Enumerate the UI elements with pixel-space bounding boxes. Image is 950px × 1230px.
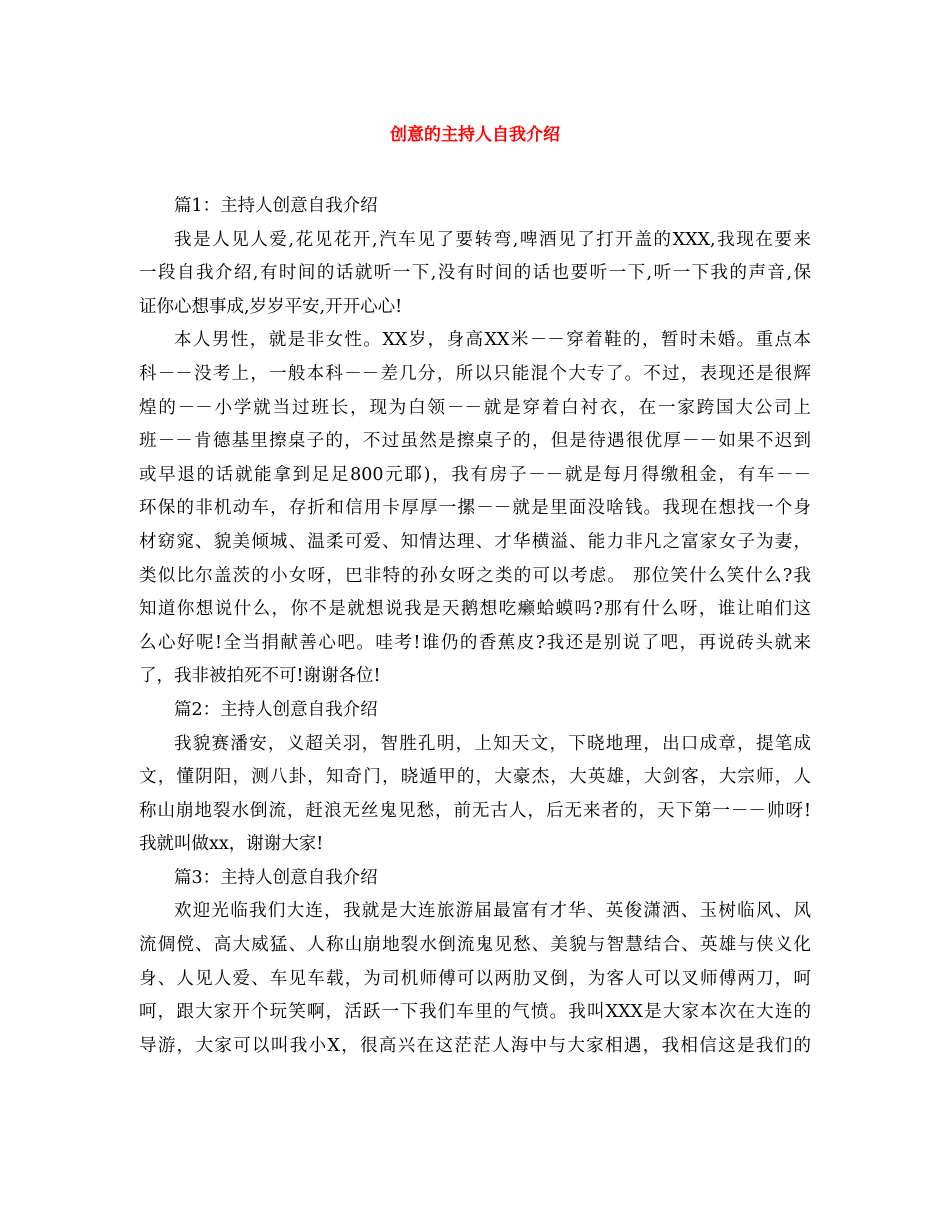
text-line: 我貌赛潘安，义超关羽，智胜孔明，上知天文，下晓地理，出口成章，提笔成 <box>174 733 811 754</box>
text-line: 知道你想说什么，你不是就想说我是天鹅想吃癞蛤蟆吗?那有什么呀，谁让咱们这 <box>139 599 811 620</box>
text-line: 篇2：主持人创意自我介绍 <box>174 699 378 720</box>
text-line: 身、人见人爱、车见车载，为司机师傅可以两肋叉倒，为客人可以叉师傅两刀，呵 <box>139 968 811 989</box>
text-line: 流倜傥、高大威猛、人称山崩地裂水倒流鬼见愁、美貌与智慧结合、英雄与侠义化 <box>139 935 811 956</box>
text-line: 文，懂阴阳，测八卦，知奇门，晓遁甲的，大豪杰，大英雄，大剑客，大宗师，人 <box>139 767 811 788</box>
text-line: 证你心想事成,岁岁平安,开开心心! <box>139 296 403 317</box>
text-line: 么心好呢!全当捐献善心吧。哇考!谁仍的香蕉皮?我还是别说了吧，再说砖头就来 <box>139 632 811 653</box>
text-line: 我就叫做xx，谢谢大家! <box>139 834 324 855</box>
text-line: 欢迎光临我们大连，我就是大连旅游届最富有才华、英俊潇洒、玉树临风、风 <box>174 901 811 922</box>
text-line: 科－－没考上，一般本科－－差几分，所以只能混个大专了。不过，表现还是很辉 <box>139 363 811 384</box>
text-line: 呵，跟大家开个玩笑啊，活跃一下我们车里的气愤。我叫XXX是大家本次在大连的 <box>139 1002 811 1023</box>
text-line: 我是人见人爱,花见花开,汽车见了要转弯,啤酒见了打开盖的XXX,我现在要来 <box>174 229 811 250</box>
text-line: 环保的非机动车，存折和信用卡厚厚一摞－－就是里面没啥钱。我现在想找一个身 <box>139 498 811 519</box>
text-line: 篇3：主持人创意自我介绍 <box>174 867 378 888</box>
text-line: 了，我非被拍死不可!谢谢各位! <box>139 666 381 687</box>
text-line: 篇1：主持人创意自我介绍 <box>174 196 378 216</box>
document-body <box>139 190 811 1063</box>
text-line: 或早退的话就能拿到足足800元耶)，我有房子－－就是每月得缴租金，有车－－ <box>139 464 811 485</box>
document-title: 创意的主持人自我介绍 <box>390 125 560 145</box>
text-line: 本人男性，就是非女性。XX岁，身高XX米－－穿着鞋的，暂时未婚。重点本 <box>174 330 811 351</box>
text-line: 煌的－－小学就当过班长，现为白领－－就是穿着白衬衣，在一家跨国大公司上 <box>139 397 811 418</box>
text-line: 班－－肯德基里擦桌子的，不过虽然是擦桌子的，但是待遇很优厚－－如果不迟到 <box>139 431 811 452</box>
text-line: 一段自我介绍,有时间的话就听一下,没有时间的话也要听一下,听一下我的声音,保 <box>139 263 811 284</box>
text-line: 导游，大家可以叫我小X，很高兴在这茫茫人海中与大家相遇，我相信这是我们的 <box>139 1035 811 1056</box>
text-line: 材窈窕、貌美倾城、温柔可爱、知情达理、才华横溢、能力非凡之富家女子为妻， <box>139 531 811 552</box>
text-line: 类似比尔盖茨的小女呀，巴非特的孙女呀之类的可以考虑。 那位笑什么笑什么?我 <box>139 565 811 586</box>
text-line: 称山崩地裂水倒流，赶浪无丝鬼见愁，前无古人，后无来者的，天下第一－－帅呀! <box>139 800 811 821</box>
